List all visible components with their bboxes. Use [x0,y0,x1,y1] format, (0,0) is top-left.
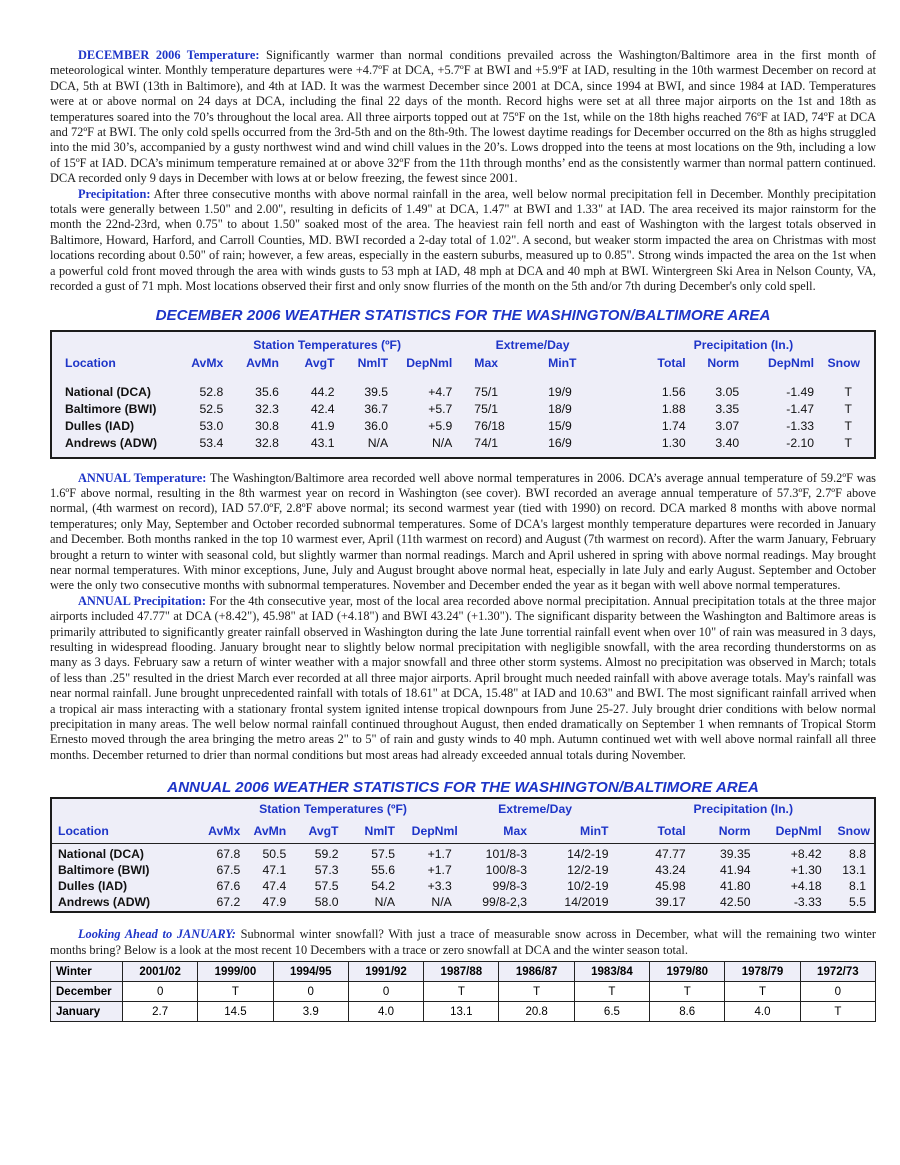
column-header: 1983/84 [574,962,649,982]
table-cell: 39.17 [655,895,686,910]
annual-stats-header-row [52,819,874,843]
column-header: DepNml [775,823,822,838]
table-cell: T [424,982,499,1002]
table-row [52,894,874,910]
location-cell: National (DCA) [58,847,144,862]
december-precipitation-text: After three consecutive months with above normal rainfall in the area, well below normal precipitation fell in December. Monthly precipitation totals were generally between 1.50" and 2.00", resulting in deficits of 1.49" at DCA, 1.47" at BWI and 1.33" at IAD. The area received its major rainstorm for the month the 22nd-23rd, when 0.75" to about 1.50" soaked most of the area. The heaviest rain fell north and east of Washington with the largest totals observed in Baltimore, Howard, Harford, and Carroll Counties, MD. BWI recorded a 2-day total of 1.02". A second, but weaker storm impacted the area on Christmas with most locations recording about 0.50" of rain; however, a few areas, especially in the eastern suburbs, measured up to 0.85". Strong winds impacted the area on the 1st when a powerful cold front moved through the area with winds gusts to 53 mph at IAD, 48 mph at DCA and 40 mph at BWI. Wintergreen Ski Area in Nelson County, VA, recorded a gust of 71 mph. Most locations observed their first and only snow flurries of the month on the 5th and/or 7th during December's only cold spell. [50,186,877,294]
table-cell: 32.3 [255,402,279,416]
location-cell: National (DCA) [65,385,151,399]
location-cell: Baltimore (BWI) [58,863,150,878]
table-cell: 1.30 [661,436,686,450]
column-header: DepNml [411,823,458,838]
annual-precipitation-paragraph [50,594,876,763]
table-cell: 41.9 [310,419,335,433]
december-stats-group-row [52,336,874,354]
table-cell: +1.7 [427,863,452,878]
column-header: Norm [718,823,751,838]
annual-stats-group-row [52,799,874,819]
december-temperature-heading: DECEMBER 2006 Temperature: [78,48,260,62]
table-cell: 53.0 [199,419,224,433]
table-cell: +1.30 [790,863,822,878]
table-cell: 57.3 [314,863,339,878]
looking-ahead-paragraph [50,927,876,958]
column-header: 1979/80 [650,962,725,982]
table-cell: 13.1 [842,863,866,878]
table-cell: 57.5 [314,879,339,894]
column-header: Max [474,355,499,370]
table-cell: 0 [800,982,875,1002]
table-cell: 55.6 [371,863,395,878]
table-cell: 8.8 [849,847,866,862]
table-cell: 13.1 [424,1002,499,1022]
column-header: AvMn [253,823,287,838]
table-cell: +1.7 [427,847,452,862]
table-cell: 67.6 [216,879,241,894]
table-cell: 99/8-3 [492,879,528,894]
column-header: Total [657,823,686,838]
table-cell: 3.07 [715,419,740,433]
looking-ahead-text: Subnormal winter snowfall? With just a trace of measurable snow across in December, what will the remaining two winter months bring? Below is a look at the most recent 10 Decembers with a trace or zero snowfall at DCA and the winter season total. [50,927,876,957]
december-stats-table [50,330,876,459]
december-precipitation-heading: Precipitation: [78,186,151,201]
table-cell: 6.5 [574,1002,649,1022]
table-cell: 43.1 [310,436,335,450]
table-cell: N/A [431,436,453,450]
december-stats-header-row [52,354,874,372]
table-cell: 75/1 [474,385,499,399]
column-header: NmlT [364,823,395,838]
table-row [51,1002,876,1022]
table-cell: 41.94 [720,863,751,878]
table-cell: T [844,385,852,399]
table-cell: 1.88 [661,402,686,416]
annual-precipitation-heading: ANNUAL Precipitation: [78,593,206,608]
group-extreme-day: Extreme/Day [498,802,573,817]
table-cell: 47.9 [262,895,287,910]
column-header: NmlT [357,355,389,370]
table-cell: T [844,419,852,433]
table-cell: 47.1 [262,863,287,878]
table-cell: +8.42 [790,847,822,862]
table-row [51,982,876,1002]
table-cell: 75/1 [474,402,499,416]
table-row [52,401,874,418]
table-cell: 0 [123,982,198,1002]
table-cell: 45.98 [655,879,686,894]
column-header: Location [58,823,109,838]
december-temperature-paragraph [50,48,876,187]
table-cell: T [844,436,852,450]
table-row [52,862,874,878]
location-cell: Dulles (IAD) [58,879,128,894]
table-cell: 10/2-19 [567,879,609,894]
group-precipitation: Precipitation (In.) [693,802,794,817]
column-header: Snow [837,823,870,838]
location-cell: Andrews (ADW) [58,895,151,910]
table-row [52,435,874,452]
column-header: DepNml [768,355,815,370]
table-cell: 42.50 [720,895,751,910]
table-cell: 36.7 [364,402,389,416]
table-cell: -2.10 [786,436,815,450]
table-cell: 14/2-19 [567,847,609,862]
december-stats-title: DECEMBER 2006 WEATHER STATISTICS FOR THE WASHINGTON/BALTIMORE AREA [155,306,771,324]
table-cell: 67.2 [216,895,241,910]
table-cell: 14.5 [198,1002,273,1022]
december-precipitation-paragraph [50,187,876,295]
table-row [52,384,874,401]
table-cell: 5.5 [849,895,866,910]
annual-stats-table [50,797,876,913]
table-cell: 42.4 [310,402,335,416]
table-cell: 8.6 [650,1002,725,1022]
table-cell: T [650,982,725,1002]
table-cell: 101/8-3 [485,847,528,862]
table-cell: 0 [348,982,423,1002]
table-cell: +3.3 [427,879,452,894]
table-cell: 100/8-3 [485,863,528,878]
table-cell: 54.2 [371,879,395,894]
table-cell: 15/9 [548,419,572,433]
table-cell: 3.05 [715,385,740,399]
table-cell: 43.24 [655,863,686,878]
table-row [52,846,874,862]
looking-ahead-heading: Looking Ahead to JANUARY: [78,927,236,942]
table-cell: 53.4 [199,436,224,450]
table-row [52,418,874,435]
table-cell: T [800,1002,875,1022]
column-header: Snow [827,355,860,370]
column-header: MinT [548,355,577,370]
table-cell: T [844,402,852,416]
table-cell: 36.0 [364,419,389,433]
table-cell: 16/9 [548,436,572,450]
table-cell: N/A [374,895,395,910]
table-cell: +4.18 [790,879,822,894]
table-cell: +5.7 [428,402,453,416]
column-header: Location [65,355,116,370]
table-row [52,878,874,894]
table-cell: 47.4 [262,879,287,894]
annual-temperature-paragraph [50,471,876,594]
table-cell: 67.5 [216,863,241,878]
table-cell: 14/2019 [564,895,609,910]
table-cell: -1.33 [786,419,815,433]
table-cell: 1.56 [661,385,686,399]
table-cell: T [574,982,649,1002]
table-cell: 18/9 [548,402,572,416]
table-cell: 30.8 [255,419,279,433]
column-header: AvMx [191,355,224,370]
table-cell: 0 [273,982,348,1002]
table-cell: 52.5 [199,402,224,416]
column-header: AvgT [304,355,335,370]
table-cell: 74/1 [474,436,499,450]
table-cell: T [725,982,800,1002]
column-header: 1972/73 [800,962,875,982]
column-header: 1994/95 [273,962,348,982]
annual-temperature-heading: ANNUAL Temperature: [78,470,207,485]
table-cell: -3.33 [793,895,822,910]
column-header: 1987/88 [424,962,499,982]
table-cell: 20.8 [499,1002,574,1022]
table-cell: -1.49 [786,385,815,399]
column-header: 1978/79 [725,962,800,982]
table-cell: 3.40 [715,436,740,450]
column-header: Winter [51,962,123,982]
table-cell: 35.6 [255,385,279,399]
table-cell: T [198,982,273,1002]
group-station-temperatures: Station Temperatures (ºF) [259,802,407,817]
column-header: Max [503,823,528,838]
column-header: 1991/92 [348,962,423,982]
table-cell: 2.7 [123,1002,198,1022]
table-cell: 76/18 [474,419,505,433]
table-cell: N/A [431,895,452,910]
table-cell: 32.8 [255,436,279,450]
column-header: MinT [580,823,609,838]
row-label: December [51,982,123,1002]
table-cell: 58.0 [314,895,339,910]
winter-snowfall-table [50,961,876,1022]
winter-header-row [51,962,876,982]
location-cell: Dulles (IAD) [65,419,135,433]
column-header: 1999/00 [198,962,273,982]
table-cell: +5.9 [428,419,453,433]
table-cell: 50.5 [262,847,287,862]
table-cell: 99/8-2,3 [482,895,528,910]
group-extreme-day: Extreme/Day [495,337,570,352]
table-cell: 4.0 [348,1002,423,1022]
table-cell: N/A [367,436,389,450]
table-cell: 1.74 [661,419,686,433]
table-cell: 3.9 [273,1002,348,1022]
group-precipitation: Precipitation (In.) [693,337,794,352]
table-cell: 67.8 [216,847,241,862]
table-cell: 41.80 [720,879,751,894]
table-cell: 8.1 [849,879,866,894]
december-temperature-text: Significantly warmer than normal conditions prevailed across the Washington/Baltimore area in the first month of meteorological winter. Monthly temperature departures were +4.7ºF at DCA, +5.7ºF at BWI and +5.9ºF at IAD, resulting in the 10th warmest December on record at DCA, 5th at BWI (13th in Baltimore), and 4th at IAD. It was the warmest December since 2001 at DCA, since 1994 at BWI, and since 1984 at IAD. Temperatures were at or above normal on 24 days at DCA, including the final 22 days of the month. Record highs were set at all three major airports on the 1st and 18th as temperatures soared into the 70’s throughout the local area. All three airports topped out at 75ºF on the 1st, while on the 18th highs reached 76ºF at IAD, 74ºF at DCA and 72ºF at BWI. The only cold spells occurred from the 3rd-5th and on the 8th-9th. The lowest daytime readings for December occurred on the 8th as highs struggled into the mid 30’s, accompanied by a gusty northwest wind and wind chill values in the 20’s. Lows dropped into the teens at most locations on the 9th, including a low of 15ºF at IAD. DCA’s minimum temperature remained at or above 32ºF from the 11th through months’ end as the consistently warmer than normal pattern continued. DCA recorded only 9 days in December with lows at or below freezing, the fewest since 2001. [50,48,876,186]
table-cell: 57.5 [371,847,395,862]
table-cell: -1.47 [786,402,815,416]
column-header: AvMn [246,355,279,370]
table-cell: 19/9 [548,385,572,399]
column-header: Total [657,355,686,370]
table-cell: 39.5 [364,385,389,399]
table-cell: 12/2-19 [567,863,609,878]
table-cell: 52.8 [199,385,224,399]
column-header: AvMx [208,823,241,838]
column-header: 2001/02 [123,962,198,982]
location-cell: Andrews (ADW) [65,436,158,450]
annual-temperature-text: The Washington/Baltimore area recorded well above normal temperatures in 2006. DCA’s average annual temperature of 59.2ºF was 1.6ºF above normal, resulting in the 8th warmest year on record in Washington (see cover). BWI recorded an average annual temperature of 57.3ºF, 2.7ºF above normal, (4th warmest on record), IAD 57.0ºF, 2.8ºF above normal; its second warmest year (tied with 1990) on record. DCA marked 8 months with above normal temperatures; only May, September and October recorded subnormal temperatures. Some of DCA's largest monthly temperature departures were recorded in January and December. Both months ranked in the top 10 warmest ever, April (11th warmest on record) and August (7th warmest on record). After the warm January, February brought a return to winter with seasonal cold, but slightly warmer than normal readings. March and April ushered in spring with above normal readings. May brought near normal temperatures. With minor exceptions, June, July and August brought above normal heat, especially in late July and early August. September and October were the only two consecutive months with subnormal temperatures. November and December ended the year as it began with well above normal temperatures. [50,470,876,593]
annual-stats-title: ANNUAL 2006 WEATHER STATISTICS FOR THE WASHINGTON/BALTIMORE AREA [167,779,759,797]
page [50,48,876,1022]
table-cell: 4.0 [725,1002,800,1022]
column-header: Norm [707,355,740,370]
table-cell: 47.77 [655,847,686,862]
table-cell: 3.35 [715,402,740,416]
column-header: 1986/87 [499,962,574,982]
table-cell: 39.35 [720,847,751,862]
location-cell: Baltimore (BWI) [65,402,157,416]
table-cell: T [499,982,574,1002]
column-header: DepNml [406,355,453,370]
table-cell: 44.2 [310,385,335,399]
row-label: January [51,1002,123,1022]
table-cell: +4.7 [428,385,453,399]
table-cell: 59.2 [314,847,339,862]
group-station-temperatures: Station Temperatures (ºF) [253,337,402,352]
column-header: AvgT [308,823,339,838]
annual-precipitation-text: For the 4th consecutive year, most of the local area recorded above normal precipitation. Annual precipitation totals at the three major airports included 47.77" at DCA (+8.42"), 45.98" at IAD (+4.18") and BWI 43.24" (+1.30"). The significant disparity between the Washington and Baltimore areas is primarily attributed to significantly greater rainfall observed in Washington during the late June torrential rainfall event when over 10" of rain was measured in 3 days, resulting in widespread flooding. January brought near to slightly below normal precipitation with negligible snowfall, with the area recording thunderstorms on as many as 3 days. February saw a return of winter weather with a major snowfall and three other storm systems. Almost no precipitation was observed in March; totals of less than .25" resulted in the driest March ever recorded at all three major airports. April brought much needed rainfall with above average totals. May's rainfall was near normal rainfall. June brought unprecedented rainfall with totals of 18.61" at DCA, 15.48" at IAD and 10.63" and BWI. The most significant rainfall arrived when a tropical air mass interacting with a stationary frontal system ignited intense tropical downpours from June 25-27. July brought drier conditions with below normal precipitation in many areas. The well below normal rainfall continued throughout August, then ended dramatically on September 1 when remnants of Tropical Storm Ernesto moved through the area bringing the metro areas 2" to 5" of rain and gusty winds to 40 mph. Autumn continued wet with well above normal rainfall all three months. December returned to drier than normal conditions but most areas had already exceeded annual totals during November. [50,593,877,762]
